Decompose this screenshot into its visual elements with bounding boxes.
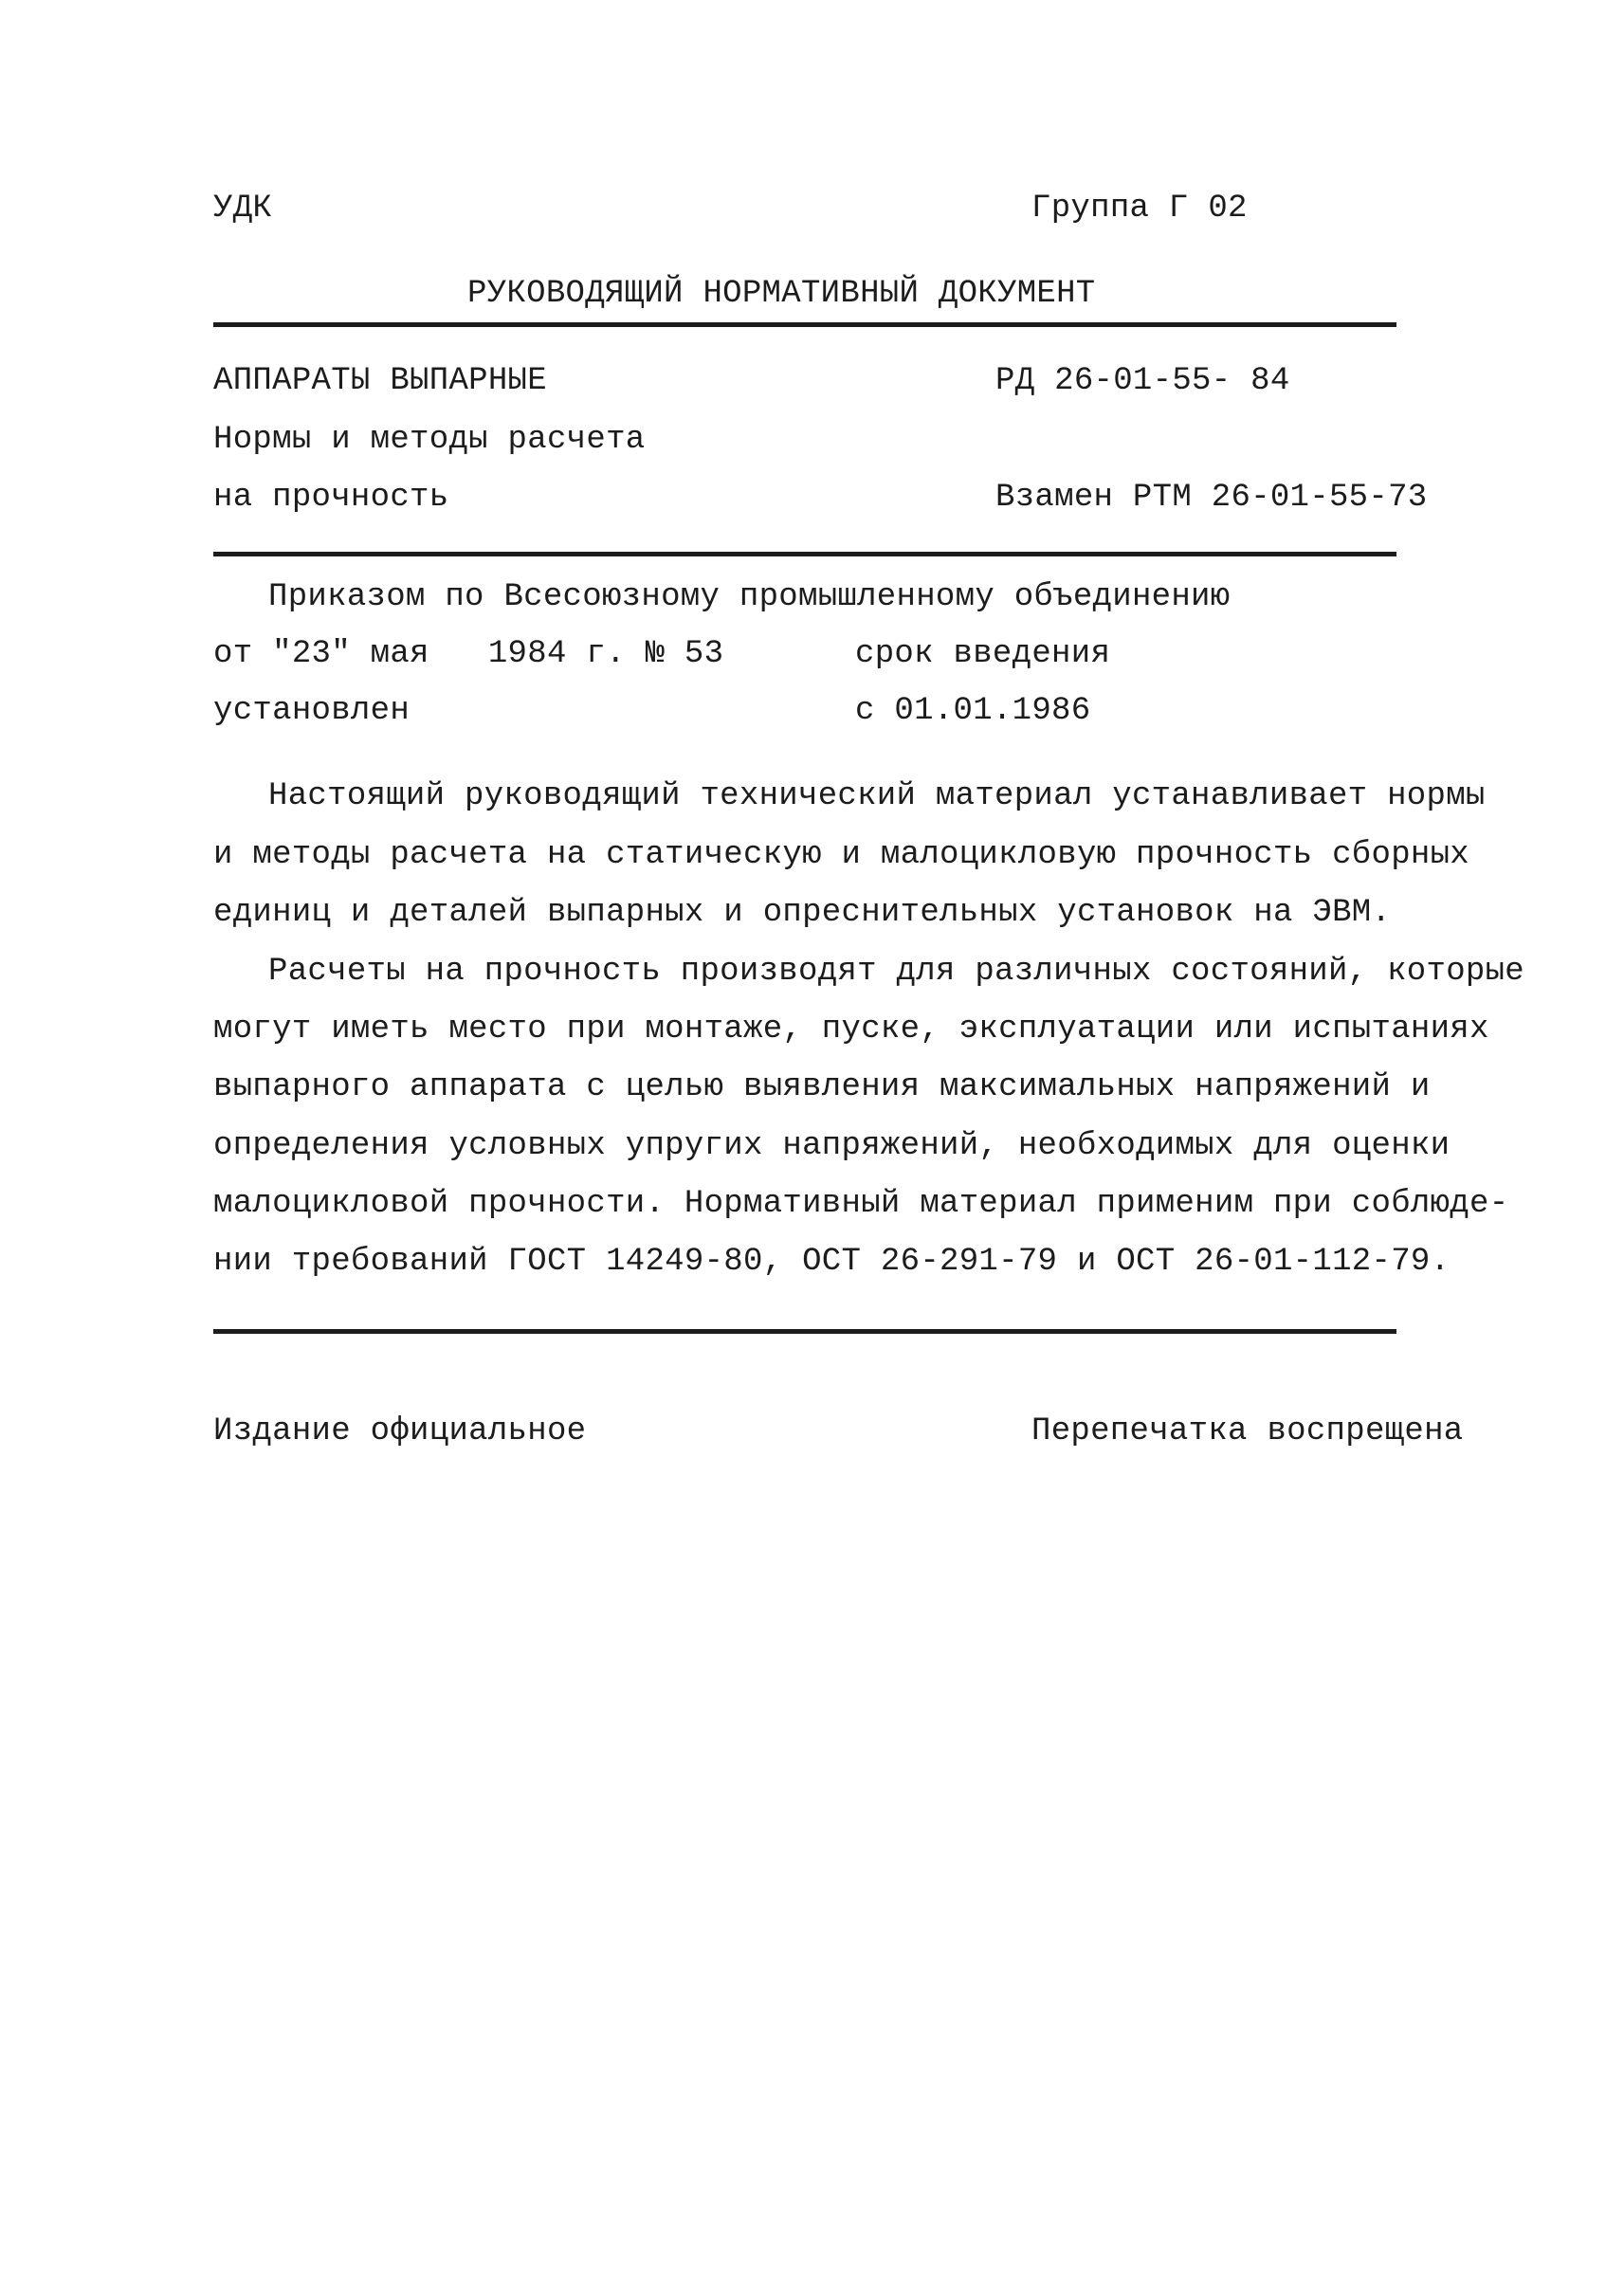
paragraph-1-line-1: Настоящий руководящий технический материал устанавливает нормы [268,778,1486,814]
paragraph-2-line-3: выпарного аппарата с целью выявления максимальных напряжений и [213,1069,1431,1105]
document-type: РУКОВОДЯЩИЙ НОРМАТИВНЫЙ ДОКУМЕНТ [467,276,1096,312]
title-line-2: Нормы и методы расчета [213,422,646,458]
paragraph-2-line-2: могут иметь место при монтаже, пуске, эксплуатации или испытаниях [213,1011,1489,1048]
edition-note: Издание официальное [213,1413,587,1449]
order-date: от "23" мая 1984 г. № 53 [213,636,724,672]
paragraph-2-line-6: нии требований ГОСТ 14249-80, ОСТ 26-291-79 и ОСТ 26-01-112-79. [213,1244,1451,1280]
udk-label: УДК [213,191,273,227]
bottom-rule [213,1329,1396,1334]
term-date: с 01.01.1986 [855,693,1091,729]
paragraph-2-line-1: Расчеты на прочность производят для различных состояний, которые [268,954,1525,990]
middle-rule [213,552,1396,556]
paragraph-2-line-4: определения условных упругих напряжений, необходимых для оценки [213,1128,1451,1164]
top-rule [213,322,1396,327]
replaces-note: Взамен РТМ 26-01-55-73 [995,480,1428,516]
paragraph-2-line-5: малоцикловой прочности. Нормативный материал применим при соблюде- [213,1186,1509,1222]
title-line-3: на прочность [213,480,449,516]
term-label: срок введения [855,636,1111,672]
paragraph-1-line-3: единиц и деталей выпарных и опреснительных установок на ЭВМ. [213,895,1392,931]
paragraph-1-line-2: и методы расчета на статическую и малоцикловую прочность сборных [213,837,1470,873]
reprint-note: Перепечатка воспрещена [1031,1413,1464,1449]
document-code: РД 26-01-55- 84 [995,363,1290,399]
order-line: Приказом по Всесоюзному промышленному объединению [268,579,1231,615]
established-label: установлен [213,693,411,729]
group-label: Группа Г 02 [1031,191,1248,227]
title-line-1: АППАРАТЫ ВЫПАРНЫЕ [213,363,547,399]
